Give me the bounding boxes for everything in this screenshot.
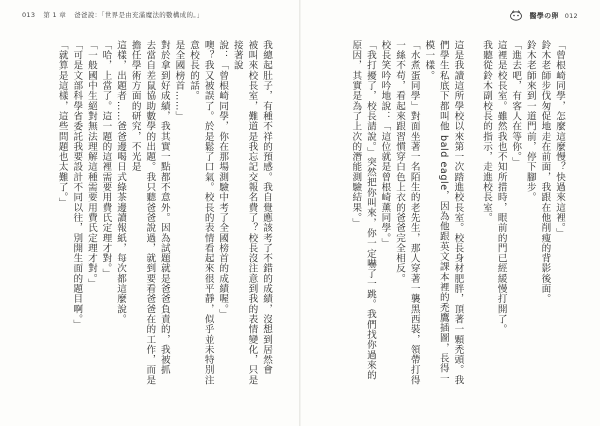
chapter-label: 第 1 章 xyxy=(43,11,67,19)
left-page-header xyxy=(22,10,204,19)
right-page xyxy=(301,0,600,426)
paragraph: 「可是文部科學省委託我要設計不同以往，別開生面的題目啊。」 xyxy=(71,40,83,330)
paragraph: 「就算是這樣，這些問題也太難了。」 xyxy=(56,40,68,208)
paragraph: 「水煮蛋同學」對面坐著一名陌生的老先生，那人穿著一襲黑西裝，領帶打得一絲不苟，看起來跟習慣穿白色上衣的爸爸完全相反。 xyxy=(394,40,420,386)
paragraph: 校長笑吟吟地說：「這位就是曾根崎薰同學。」 xyxy=(379,40,391,249)
paragraph: 鈴木老師步伐匆促地走在前面，我跟在他削瘦的背影後面。 xyxy=(539,40,551,304)
paragraph: 「哈，上當了。這一題的這裡需要用費氏定理才對。」 xyxy=(100,40,112,279)
paragraph: 鈴木老師來到一道門前，停下腳步。 xyxy=(524,40,536,203)
paragraph: 是全國榜首……」 xyxy=(173,40,185,122)
paragraph: 這樣，出題者……爸爸邊喝日式綠茶邊讀報紙，每次都這麼說。 xyxy=(115,40,127,325)
page-number: 012 xyxy=(564,11,578,20)
page-number: 013 xyxy=(22,10,36,19)
paragraph: 「我打擾了，校長請說。」突然把你叫來，你一定嚇了一跳。我們找你過來的原因，其實是為了上次的潛能測驗結果。」 xyxy=(350,40,376,381)
paragraph-break xyxy=(464,40,478,390)
paragraph: 說：「曾根崎同學，你在那場測驗中考了全國榜首的成績喔。」 xyxy=(217,40,229,320)
paragraph: 我聽從鈴木副校長的指示，走進校長室。 xyxy=(481,40,493,223)
paragraph: 我總起肚子，有種不祥的預感。我自覺應該考了不錯的成績，沒想到居然會 xyxy=(261,40,272,375)
paragraph: 對於拿到好成績，我其實一點都不意外。因為試題就是爸爸負責的，我被抓 xyxy=(158,40,170,375)
right-page-header xyxy=(509,10,578,21)
series-logo: 醫學の卵 xyxy=(529,11,559,20)
paragraph: 「一般國中生絕對無法理解這種需要用費氏定理才對。」 xyxy=(85,40,97,289)
left-page xyxy=(0,0,299,426)
paragraph: 這裡是校長室。雖然我也不知所措時，眼前的門已經緩慢打開了。 xyxy=(495,40,507,335)
paragraph: 「進去吧，有客人在等你。」 xyxy=(510,40,522,168)
left-body-text xyxy=(21,40,273,390)
right-body-text xyxy=(320,40,566,390)
paragraph: 「曾根崎同學，怎麼這麼慢？快過來這裡。」 xyxy=(554,40,565,239)
section-title: 爸爸說：「世界是由充滿魔法的數構成的。」 xyxy=(74,11,204,19)
paragraph: 去當自差鼠協助數學的出題。我只聽爸爸說過，就到要看爸爸在的工作，而是擔任學術方面的研究，不光是 xyxy=(129,40,156,386)
paragraph: 這是我讀這所學校以來第一次踏進校長室。校長身材肥胖，頂著一顆禿頭。我們學生私底下都叫他 bald eagle，因為他跟英文課本裡的禿鷹插圖，長得一模一樣。 xyxy=(423,40,464,386)
paragraph: 被叫來校長室，難道是我忘記交報名費了？校長沒注意到我的表情變化，只是接著說 xyxy=(231,40,258,386)
cartoon-mascot-icon xyxy=(509,10,523,21)
paragraph: 噢？我又被誤了。於是鬆了口氣。校長的表情看起來很平靜，似乎並未特別注意校長的話。 xyxy=(188,40,214,386)
